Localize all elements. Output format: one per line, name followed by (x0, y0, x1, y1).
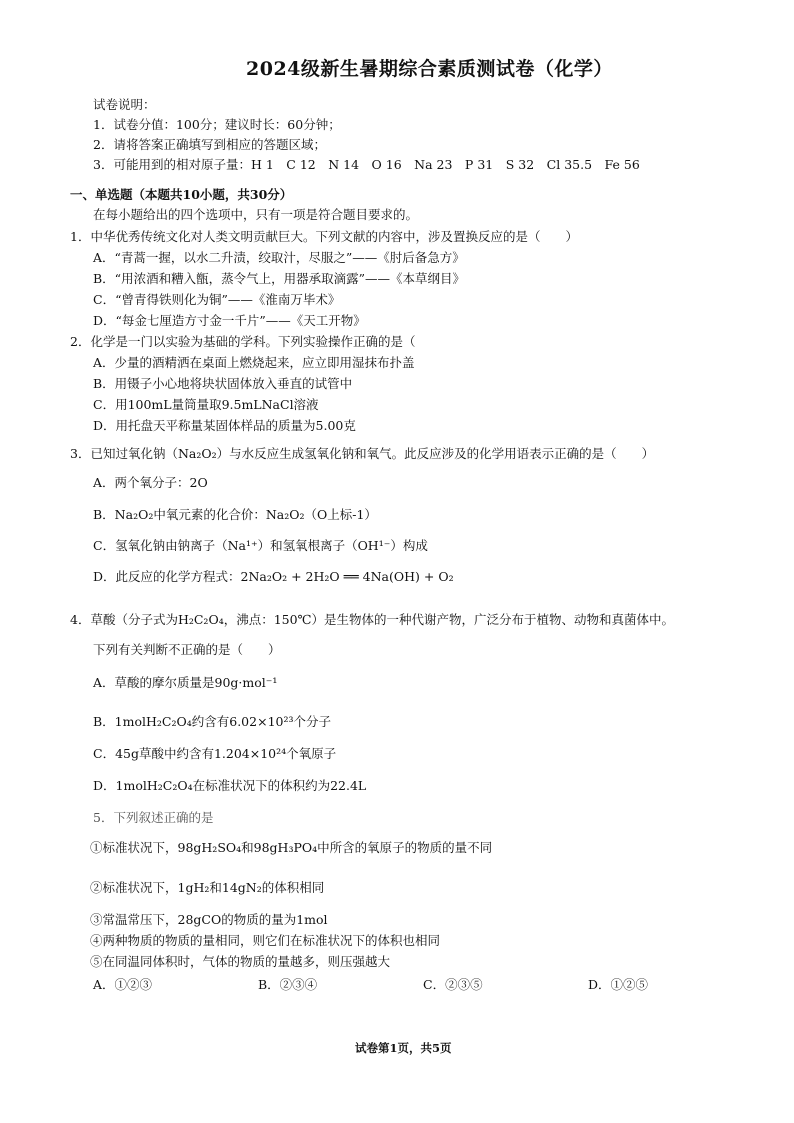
instructions-heading: 试卷说明： (93, 97, 156, 112)
statement: ①标准状况下，98gH₂SO₄和98gH₃PO₄中所含的氧原子的物质的量不同 (90, 840, 493, 855)
option: A．“青蒿一握，以水二升渍，绞取汁，尽服之”——《肘后备急方》 (93, 250, 465, 265)
option: C．②③⑤ (423, 977, 483, 992)
instruction-item: 2．请将答案正确填写到相应的答题区域； (93, 137, 326, 152)
option: A．①②③ (93, 977, 153, 992)
option: C．“曾青得铁则化为铜”——《淮南万毕术》 (93, 292, 341, 307)
question-stem: 4．草酸（分子式为H₂C₂O₄，沸点：150℃）是生物体的一种代谢产物，广泛分布于植物、动物和真菌体中。 (70, 612, 675, 627)
question-stem: 2．化学是一门以实验为基础的学科。下列实验操作正确的是（ (70, 334, 416, 349)
option: B．用镊子小心地将块状固体放入垂直的试管中 (93, 376, 353, 391)
option: D．①②⑤ (588, 977, 649, 992)
statement: ⑤在同温同体积时，气体的物质的量越多，则压强越大 (90, 954, 391, 969)
option: A．两个氧分子：2O (93, 475, 208, 490)
option: B．②③④ (258, 977, 318, 992)
option: D．“每金七厘造方寸金一千片”——《天工开物》 (93, 313, 366, 328)
page-footer: 试卷第1页，共5页 (355, 1041, 452, 1055)
option: D．此反应的化学方程式：2Na₂O₂ + 2H₂O ══ 4Na(OH) + O₂ (93, 569, 454, 584)
question-stem: 3．已知过氧化钠（Na₂O₂）与水反应生成氢氧化钠和氧气。此反应涉及的化学用语表示正确的是（ ） (70, 446, 655, 461)
question-stem: 5．下列叙述正确的是 (93, 810, 214, 825)
option: C．氢氧化钠由钠离子（Na¹⁺）和氢氧根离子（OH¹⁻）构成 (93, 538, 428, 553)
option: A．草酸的摩尔质量是90g·mol⁻¹ (93, 675, 278, 690)
option: B．“用浓酒和糟入甑，蒸令气上，用器承取滴露”——《本草纲目》 (93, 271, 465, 286)
question-stem: 1．中华优秀传统文化对人类文明贡献巨大。下列文献的内容中，涉及置换反应的是（ ） (70, 229, 578, 244)
option: C．45g草酸中约含有1.204×10²⁴个氧原子 (93, 746, 337, 761)
option: A．少量的酒精洒在桌面上燃烧起来，应立即用湿抹布扑盖 (93, 355, 415, 370)
option: B．1molH₂C₂O₄约含有6.02×10²³个分子 (93, 714, 331, 729)
instruction-item: 1．试卷分值：100分；建议时长：60分钟； (93, 117, 341, 132)
question-stem-continued: 下列有关判断不正确的是（ ） (93, 642, 281, 657)
statement: ③常温常压下，28gCO的物质的量为1mol (90, 912, 328, 927)
page-title: 2024级新生暑期综合素质测试卷（化学） (246, 58, 613, 80)
option: C．用100mL量筒量取9.5mLNaCl溶液 (93, 397, 319, 412)
option: D．用托盘天平称量某固体样品的质量为5.00克 (93, 418, 356, 433)
option: B．Na₂O₂中氧元素的化合价：Na₂O₂（O上标-1） (93, 507, 377, 522)
statement: ④两种物质的物质的量相同，则它们在标准状况下的体积也相同 (90, 933, 441, 948)
instruction-item: 3．可能用到的相对原子量：H 1 C 12 N 14 O 16 Na 23 P 31 S 32 Cl 35.5 Fe 56 (93, 157, 640, 172)
section-heading: 一、单选题（本题共10小题，共30分） (70, 187, 293, 202)
statement: ②标准状况下，1gH₂和14gN₂的体积相同 (90, 880, 325, 895)
section-note: 在每小题给出的四个选项中，只有一项是符合题目要求的。 (93, 207, 419, 222)
option: D．1molH₂C₂O₄在标准状况下的体积约为22.4L (93, 778, 367, 793)
